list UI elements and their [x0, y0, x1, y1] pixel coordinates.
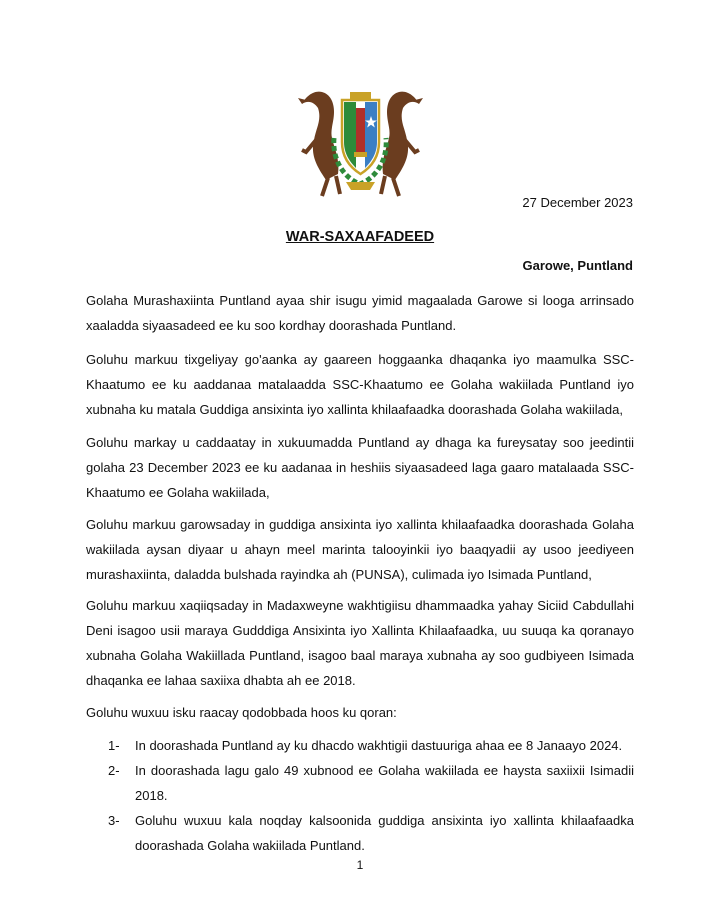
page-number: 1 — [356, 858, 364, 872]
paragraph-1: Golaha Murashaxiinta Puntland ayaa shir isugu yimid magaalada Garowe si looga arrinsado xaaladda siyaasadeed ee ku soo kordhay doorashada Puntland. — [86, 293, 634, 333]
list-item-text: Goluhu wuxuu kala noqday kalsoonida guddiga ansixinta iyo xallinta khilaafaadka doorashada Golaha wakiilada Puntland. — [135, 813, 634, 853]
list-item-text: In doorashada lagu galo 49 xubnood ee Golaha wakiilada ee haysta saxiixii Isimadii 2018. — [135, 763, 634, 803]
list-item-text: In doorashada Puntland ay ku dhacdo wakhtigii dastuuriga ahaa ee 8 Janaayo 2024. — [135, 738, 623, 753]
list-item — [108, 808, 634, 858]
paragraph-6: Goluhu wuxuu isku raacay qodobbada hoos ku qoran: — [86, 705, 397, 720]
resolution-list — [108, 733, 634, 858]
puntland-coat-of-arms-icon — [288, 78, 433, 203]
paragraph-4: Goluhu markuu garowsaday in guddiga ansixinta iyo xallinta khilaafaadka doorashada Golaha wakiilada aysan diyaar u ahayn meel marinta talooyinkii iyo baaqyadii ay usoo jeediyeen murashaxiinta, daladda bulshada rayindka ah (PUNSA), culimada iyo Isimada Puntland, — [86, 517, 634, 582]
paragraph-2: Goluhu markuu tixgeliyay go'aanka ay gaareen hoggaanka dhaqanka iyo maamulka SSC-Khaatumo ee ku aaddanaa matalaadda SSC-Khaatumo ee Golaha wakiilada Puntland iyo xubnaha ku matala Guddiga ansixinta iyo xallinta khilaafaadka doorashada Golaha wakiilada, — [86, 352, 634, 417]
document-title: WAR-SAXAAFADEED — [285, 229, 435, 245]
list-item-number: 2- — [108, 763, 120, 778]
document-location: Garowe, Puntland — [522, 258, 633, 273]
list-item-number: 3- — [108, 813, 120, 828]
paragraph-3: Goluhu markay u caddaatay in xukuumadda Puntland ay dhaga ka fureysatay soo jeedintii golaha 23 December 2023 ee ku aadanaa in heshiis siyaasadeed laga gaaro matalaada SSC-Khaatumo ee Golaha wakiilada, — [86, 435, 634, 500]
document-date: 27 December 2023 — [522, 195, 633, 210]
list-item-number: 1- — [108, 738, 120, 753]
list-item — [108, 733, 634, 758]
list-item — [108, 758, 634, 808]
paragraph-5: Goluhu markuu xaqiiqsaday in Madaxweyne wakhtigiisu dhammaadka yahay Siciid Cabdullahi Deni isagoo usii maraya Gudddiga Ansixinta iyo Xallinta Khilaafaadka, uu suuqa ka qoranayo xubnaha Golaha Wakiillada Puntland, isagoo baal maraya xubnaha ay soo gudbiyeen Isimada dhaqanka ee lahaa saxiixa dhabta ah ee 2018. — [86, 598, 634, 688]
